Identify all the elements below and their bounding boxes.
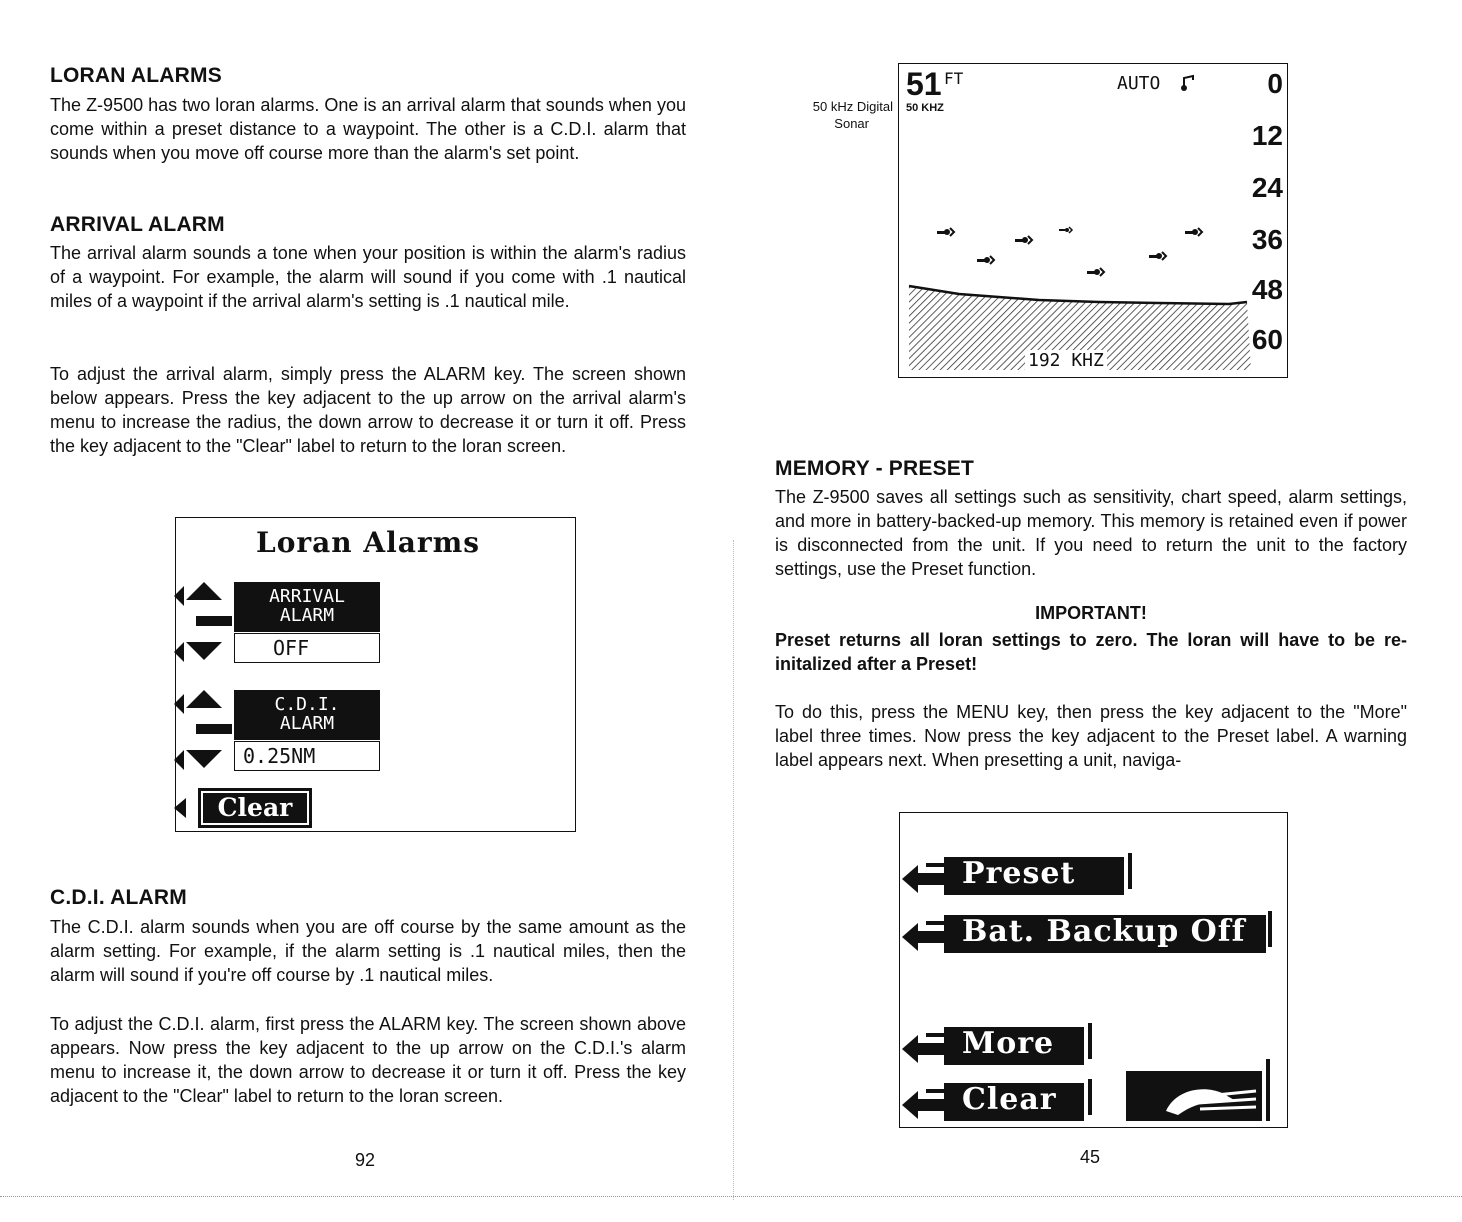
depth-scale-48: 48 (1251, 274, 1283, 305)
logo-icon (1126, 1071, 1262, 1121)
clear-button-right[interactable]: Clear (944, 1083, 1084, 1121)
clear-button[interactable] (198, 788, 312, 828)
more-shadow (1088, 1023, 1092, 1059)
logo-shadow (1266, 1059, 1270, 1121)
arrival-label-line-2: ALARM (279, 605, 335, 626)
page-gutter (733, 540, 735, 1200)
right-page-number: 45 (1080, 1147, 1101, 1167)
preset-screen (899, 812, 1288, 1128)
clear-arrow-icon (174, 796, 188, 820)
important-title: IMPORTANT! (1035, 603, 1147, 623)
battery-arrow-icon (902, 917, 950, 953)
more-button[interactable]: More (944, 1027, 1084, 1065)
important-body: Preset returns all loran settings to zero. The loran will have to be re-initalized after a Preset! (775, 630, 1407, 674)
arrival-alarm-heading: ARRIVAL ALARM (50, 213, 225, 236)
loran-screen-title: Loran Alarms (256, 526, 481, 559)
fish-icon (937, 227, 1202, 276)
loran-alarms-screen (175, 517, 576, 832)
sonar-caption-line-1: 50 kHz Digital (812, 99, 893, 114)
clear-button-label: Clear (201, 791, 309, 825)
battery-backup-button[interactable]: Bat. Backup Off (944, 915, 1266, 953)
left-page-number: 92 (355, 1150, 376, 1170)
arrival-label-line-1: ARRIVAL (269, 586, 345, 607)
sonar-graph (899, 64, 1289, 379)
memory-preset-heading: MEMORY - PRESET (775, 457, 975, 480)
depth-scale-36: 36 (1251, 224, 1283, 255)
cdi-alarm-body-2: To adjust the C.D.I. alarm, first press the ALARM key. The screen shown above appears. Now press the key adjacent to the up arrow on the C.D.I.'s alarm menu to increase it, the down arrow to decrease it or turn it off. Press the key adjacent to the "Clear" label to return to the loran screen. (50, 1014, 686, 1106)
sonar-freq-bottom: 192 KHZ (1025, 350, 1107, 371)
arrival-alarm-value: OFF (234, 633, 380, 663)
memory-preset-body-2: To do this, press the MENU key, then press the key adjacent to the "More" label three times. Now press the key adjacent to the Preset label. A warning label appears next. When presetting a unit, naviga- (775, 702, 1407, 770)
arrival-alarm-body-1: The arrival alarm sounds a tone when your position is within the alarm's radius of a waypoint. For example, the alarm will sound if you come with .1 nautical miles of a waypoint if the arrival alarm's setting is .1 nautical mile. (50, 243, 686, 311)
preset-arrow-icon (902, 859, 950, 895)
depth-scale-24: 24 (1251, 172, 1283, 203)
sonar-depth-value: 51 (906, 66, 942, 102)
loran-alarms-heading: LORAN ALARMS (50, 64, 222, 87)
cdi-alarm-heading: C.D.I. ALARM (50, 886, 187, 909)
sonar-mode: AUTO (1117, 73, 1161, 94)
depth-scale-0: 0 (1267, 68, 1283, 99)
preset-shadow (1128, 853, 1132, 889)
cdi-arrow-keys-icon (174, 688, 236, 774)
arrival-alarm-body-2: To adjust the arrival alarm, simply press the ALARM key. The screen shown below appears. Press the key adjacent to the up arrow on the arrival alarm's menu to increase the radius, the down arrow to decrease it or turn it off. Press the key adjacent to the "Clear" label to return to the loran screen. (50, 364, 686, 456)
cdi-alarm-menu-label (234, 690, 380, 740)
cdi-label-line-2: ALARM (279, 713, 335, 734)
memory-preset-body: The Z-9500 saves all settings such as sensitivity, chart speed, alarm settings, and more in battery-backed-up memory. This memory is retained even if power is disconnected from the unit. If you need to return the unit to the factory settings, use the Preset function. (775, 487, 1407, 579)
more-arrow-icon (902, 1029, 950, 1065)
loran-alarms-body: The Z-9500 has two loran alarms. One is an arrival alarm that sounds when you come within a preset distance to a waypoint. The other is a C.D.I. alarm that sounds when you move off course more than the alarm's set point. (50, 95, 686, 163)
sonar-caption (780, 98, 893, 132)
cdi-alarm-value: 0.25NM (234, 741, 380, 771)
sonar-freq-top: 50 KHZ (906, 102, 944, 114)
cdi-alarm-body-1: The C.D.I. alarm sounds when you are off course by the same amount as the alarm setting. For example, if the alarm setting is .1 nautical miles, then the alarm will sound if you're off course by .1 nautical miles. (50, 917, 686, 985)
clear-shadow (1088, 1079, 1092, 1115)
preset-button[interactable]: Preset (944, 857, 1124, 895)
arrival-alarm-menu-label (234, 582, 380, 632)
scan-edge (0, 1196, 1462, 1197)
depth-scale-12: 12 (1251, 120, 1283, 151)
arrival-arrow-keys-icon (174, 580, 236, 666)
sonar-screen (898, 63, 1288, 378)
battery-shadow (1268, 911, 1272, 947)
cdi-label-line-1: C.D.I. (274, 694, 340, 715)
sonar-caption-line-2: Sonar (834, 116, 869, 131)
clear-arrow-icon-right (902, 1085, 950, 1121)
sonar-depth-unit: FT (944, 69, 964, 88)
depth-scale-60: 60 (1251, 324, 1283, 355)
